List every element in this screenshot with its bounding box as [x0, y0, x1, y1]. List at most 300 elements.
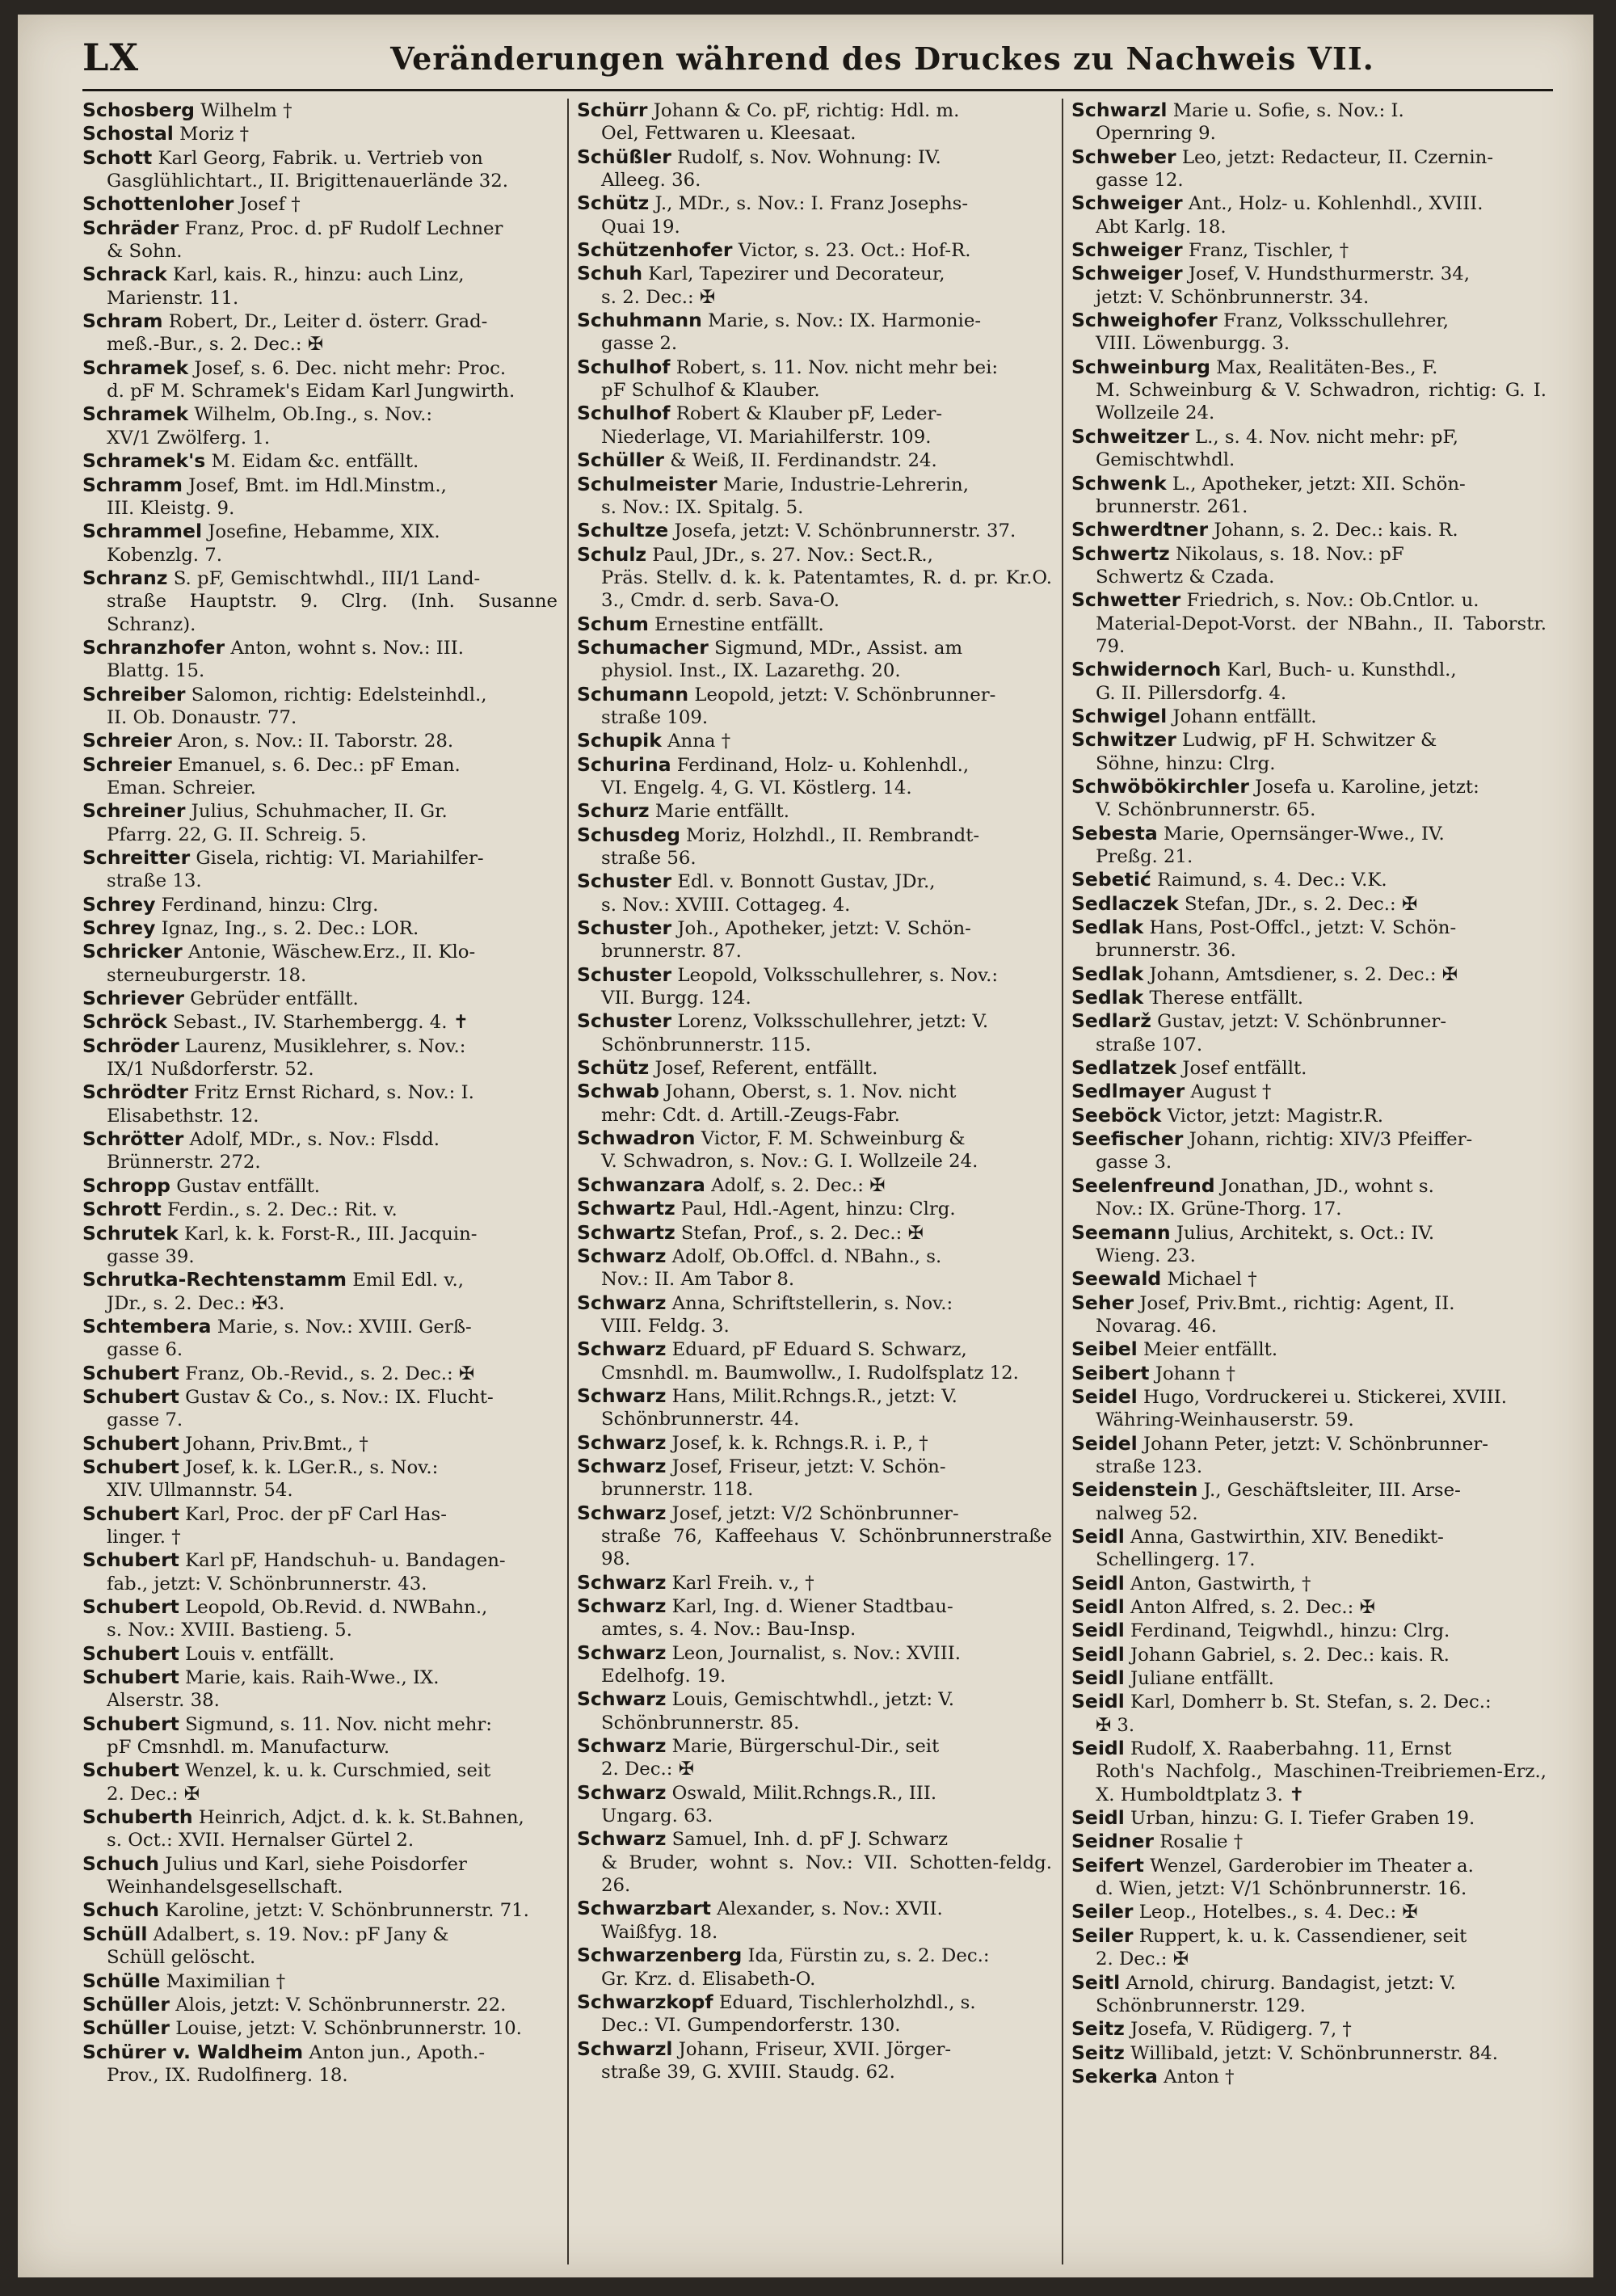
directory-entry	[82, 1595, 558, 1642]
entry-surname: Seidl	[1071, 1595, 1125, 1618]
entry-text: Ferdinand, Holz- u. Kohlenhdl.,	[671, 754, 970, 776]
directory-entry	[577, 262, 1052, 309]
directory-entry	[1071, 1854, 1547, 1901]
entry-surname: Sedlak	[1071, 986, 1144, 1009]
entry-continuation: Alleeg. 36.	[601, 170, 701, 192]
directory-entry	[82, 1666, 558, 1713]
entry-text: Robert, s. 11. Nov. nicht mehr bei:	[670, 356, 999, 378]
entry-continuation: s. Oct.: XVII. Hernalser Gürtel 2.	[107, 1830, 415, 1852]
entry-surname: Schwarz	[577, 1430, 667, 1454]
entry-surname: Sekerka	[1071, 2064, 1158, 2087]
directory-entry	[82, 474, 558, 520]
entry-text: Wenzel, k. u. k. Curschmied, seit	[179, 1760, 491, 1782]
entry-continuation: Schüll gelöscht.	[107, 1947, 256, 1969]
entry-text: Julius und Karl, siehe Poisdorfer	[158, 1853, 467, 1875]
entry-text: Salomon, richtig: Edelsteinhdl.,	[185, 684, 487, 706]
entry-surname: Schubert	[82, 1361, 179, 1384]
entry-surname: Schrammel	[82, 520, 202, 543]
entry-surname: Schröck	[82, 1010, 167, 1034]
entry-surname: Seibert	[1071, 1361, 1150, 1384]
entry-surname: Schuster	[577, 870, 672, 893]
entry-continuation: pF Schulhof & Klauber.	[601, 380, 820, 402]
entry-surname: Seifert	[1071, 1853, 1144, 1877]
entry-continuation: linger. †	[107, 1526, 181, 1548]
entry-text: Arnold, chirurg. Bandagist, jetzt: V.	[1120, 1972, 1456, 1994]
entry-text: Adalbert, s. 19. Nov.: pF Jany &	[147, 1923, 449, 1945]
directory-entry	[1071, 1267, 1547, 1291]
entry-surname: Schwarzl	[577, 2037, 673, 2060]
entry-continuation: Schellingerg. 17.	[1096, 1549, 1256, 1571]
directory-entry	[1071, 1737, 1547, 1806]
directory-entry	[82, 1456, 558, 1502]
entry-continuation: Schönbrunnerstr. 85.	[601, 1712, 800, 1734]
entry-text: Josef, Priv.Bmt., richtig: Agent, II.	[1134, 1292, 1455, 1314]
entry-surname: Seeböck	[1071, 1103, 1162, 1127]
entry-surname: Schwarzbart	[577, 1897, 711, 1920]
entry-continuation: Schönbrunnerstr. 44.	[601, 1409, 800, 1430]
entry-surname: Schrödter	[82, 1081, 188, 1104]
entry-text: Louis v. entfällt.	[179, 1643, 335, 1665]
entry-continuation: amtes, s. 4. Nov.: Bau-Insp.	[601, 1619, 856, 1641]
entry-text: Josef, Referent, entfällt.	[649, 1058, 878, 1080]
entry-text: S. pF, Gemischtwhdl., III/1 Land-	[167, 567, 481, 589]
entry-surname: Schulmeister	[577, 472, 718, 495]
entry-text: Robert & Klauber pF, Leder-	[670, 403, 943, 425]
entry-surname: Schwigel	[1071, 704, 1168, 727]
directory-entry	[82, 916, 558, 940]
entry-surname: Schwarz	[577, 1595, 667, 1617]
entry-surname: Schürr	[577, 99, 648, 121]
entry-surname: Sedlak	[1071, 962, 1144, 985]
entry-text: Ant., Holz- u. Kohlenhdl., XVIII.	[1182, 193, 1483, 215]
directory-entry	[82, 1010, 558, 1034]
entry-text: Franz, Tischler, †	[1182, 240, 1349, 262]
entry-surname: Schwarz	[577, 1244, 667, 1267]
entry-continuation: nalweg 52.	[1096, 1502, 1198, 1524]
entry-continuation: Novarag. 46.	[1096, 1315, 1217, 1337]
directory-entry	[577, 192, 1052, 238]
entry-text: Hans, Milit.Rchngs.R., jetzt: V.	[666, 1385, 957, 1407]
entry-text: Anna, Gastwirthin, XIV. Benedikt-	[1124, 1526, 1444, 1548]
entry-surname: Schuberth	[82, 1805, 193, 1829]
entry-surname: Schtembera	[82, 1314, 212, 1338]
directory-entry	[577, 1080, 1052, 1127]
entry-surname: Schricker	[82, 940, 183, 963]
column-3	[1071, 99, 1547, 2264]
entry-surname: Seiler	[1071, 1900, 1134, 1923]
entry-surname: Seidl	[1071, 1806, 1125, 1830]
entry-text: Leo, jetzt: Redacteur, II. Czernin-	[1176, 146, 1494, 168]
entry-text: Karl, Ing. d. Wiener Stadtbau-	[666, 1596, 953, 1617]
entry-continuation: Material-Depot-Vorst. der NBahn., II. Taborstr. 79.	[1096, 613, 1547, 657]
directory-entry	[1071, 868, 1547, 891]
entry-surname: Schuster	[577, 1009, 672, 1033]
entry-surname: Seidl	[1071, 1666, 1125, 1690]
entry-surname: Schwidernoch	[1071, 658, 1222, 681]
entry-surname: Schranzhofer	[82, 635, 225, 659]
entry-continuation: Schönbrunnerstr. 129.	[1096, 1995, 1306, 2016]
directory-entry	[82, 846, 558, 893]
directory-entry	[1071, 2017, 1547, 2041]
entry-continuation: III. Kleistg. 9.	[107, 497, 235, 519]
entry-text: Rudolf, s. Nov. Wohnung: IV.	[671, 146, 941, 168]
entry-surname: Schurz	[577, 799, 650, 823]
entry-text: Louis, Gemischtwhdl., jetzt: V.	[666, 1689, 954, 1711]
entry-text: Max, Realitäten-Bes., F.	[1210, 356, 1438, 378]
directory-entry	[82, 1222, 558, 1269]
directory-entry	[577, 1009, 1052, 1056]
entry-continuation: straße 13.	[107, 870, 202, 892]
entry-continuation: gasse 7.	[107, 1409, 183, 1431]
entry-text: Samuel, Inh. d. pF J. Schwarz	[666, 1829, 948, 1851]
directory-entry	[1071, 192, 1547, 238]
directory-entry	[82, 753, 558, 800]
entry-text: Wilhelm, Ob.Ing., s. Nov.:	[188, 404, 433, 426]
entry-continuation: IX/1 Nußdorferstr. 52.	[107, 1059, 314, 1081]
directory-entry	[577, 1897, 1052, 1944]
entry-text: & Weiß, II. Ferdinandstr. 24.	[663, 450, 937, 472]
entry-surname: Schurina	[577, 752, 671, 776]
entry-surname: Schüll	[82, 1922, 148, 1945]
directory-entry	[1071, 1056, 1547, 1080]
entry-text: Stefan, JDr., s. 2. Dec.: ✠	[1178, 893, 1418, 915]
entry-text: Marie, s. Nov.: XVIII. Gerß-	[211, 1316, 472, 1338]
entry-surname: Schwadron	[577, 1127, 696, 1150]
directory-entry	[577, 145, 1052, 192]
entry-surname: Schwarz	[577, 1291, 667, 1314]
entry-continuation: gasse 12.	[1096, 170, 1184, 192]
entry-surname: Schreiber	[82, 682, 186, 706]
entry-continuation: Alserstr. 38.	[107, 1690, 220, 1712]
entry-text: Leopold, Ob.Revid. d. NWBahn.,	[179, 1597, 488, 1618]
entry-surname: Schuch	[82, 1852, 159, 1875]
directory-entry	[82, 1315, 558, 1362]
entry-text: Ludwig, pF H. Schwitzer &	[1176, 730, 1437, 752]
entry-text: Ida, Fürstin zu, s. 2. Dec.:	[742, 1945, 990, 1967]
entry-text: Ignaz, Ing., s. 2. Dec.: LOR.	[155, 918, 419, 940]
directory-entry	[577, 870, 1052, 916]
directory-entry	[577, 309, 1052, 356]
entry-text: Johann, Priv.Bmt., †	[179, 1433, 368, 1455]
entry-surname: Schwarz	[577, 1501, 667, 1524]
entry-surname: Schweinburg	[1071, 355, 1210, 378]
directory-entry	[1071, 986, 1547, 1009]
entry-surname: Schulhof	[577, 402, 671, 425]
entry-text: Raimund, s. 4. Dec.: V.K.	[1151, 870, 1387, 891]
entry-surname: Seidl	[1071, 1619, 1125, 1642]
entry-surname: Schwarzl	[1071, 99, 1168, 121]
entry-text: Julius, Schuhmacher, II. Gr.	[185, 801, 448, 823]
entry-surname: Schützenhofer	[577, 238, 733, 262]
entry-text: Lorenz, Volksschullehrer, jetzt: V.	[671, 1011, 989, 1033]
entry-surname: Schuhmann	[577, 309, 702, 332]
entry-continuation: 2. Dec.: ✠	[601, 1759, 694, 1780]
entry-text: Karl, Buch- u. Kunsthdl.,	[1221, 659, 1457, 681]
entry-surname: Schwarz	[577, 1338, 667, 1361]
directory-entry	[82, 1642, 558, 1666]
page-title: Veränderungen während des Druckes zu Nachweis VII.	[390, 40, 1374, 77]
entry-text: Gisela, richtig: VI. Mariahilfer-	[190, 848, 484, 869]
entry-surname: Schwarz	[577, 1570, 667, 1594]
entry-text: Franz, Volksschullehrer,	[1217, 310, 1450, 332]
entry-continuation: Nov.: II. Am Tabor 8.	[601, 1269, 795, 1291]
entry-surname: Schubert	[82, 1431, 179, 1455]
entry-surname: Seemann	[1071, 1220, 1171, 1244]
entry-continuation: Roth's Nachfolg., Maschinen-Treibriemen-Erz., X. Humboldtplatz 3. ✝	[1096, 1761, 1547, 1805]
directory-entry	[1071, 238, 1547, 262]
entry-surname: Schweiger	[1071, 238, 1183, 262]
directory-entry	[82, 263, 558, 310]
entry-text: Gebrüder entfällt.	[184, 988, 359, 1010]
entry-surname: Schuster	[577, 916, 672, 940]
entry-text: Laurenz, Musiklehrer, s. Nov.:	[179, 1035, 466, 1057]
entry-text: Sigmund, MDr., Assist. am	[708, 637, 963, 659]
entry-surname: Schubert	[82, 1502, 179, 1525]
entry-surname: Seibel	[1071, 1338, 1138, 1361]
entry-continuation: JDr., s. 2. Dec.: ✠3.	[107, 1292, 285, 1314]
entry-surname: Schubert	[82, 1548, 179, 1572]
entry-surname: Schreitter	[82, 846, 191, 869]
entry-surname: Sedlatzek	[1071, 1056, 1177, 1080]
entry-surname: Schubert	[82, 1595, 179, 1618]
directory-entry	[1071, 728, 1547, 775]
directory-entry	[1071, 1478, 1547, 1525]
entry-text: Karoline, jetzt: V. Schönbrunnerstr. 71.	[158, 1900, 529, 1922]
entry-surname: Schubert	[82, 1712, 179, 1735]
entry-text: Johann, s. 2. Dec.: kais. R.	[1208, 520, 1458, 541]
directory-entry	[577, 1291, 1052, 1338]
directory-entry	[82, 1852, 558, 1899]
directory-entry	[577, 1781, 1052, 1828]
entry-continuation: brunnerstr. 87.	[601, 941, 742, 963]
entry-continuation: straße Hauptstr. 9. Clrg. (Inh. Susanne Schranz).	[107, 591, 558, 635]
directory-entry	[82, 1923, 558, 1970]
entry-surname: Schott	[82, 145, 153, 169]
directory-page	[18, 15, 1593, 2277]
entry-text: Stefan, Prof., s. 2. Dec.: ✠	[675, 1222, 924, 1244]
directory-entry	[1071, 1806, 1547, 1830]
entry-text: Emil Edl. v.,	[347, 1270, 465, 1291]
directory-entry	[577, 1641, 1052, 1688]
directory-entry	[577, 473, 1052, 520]
directory-entry	[577, 1455, 1052, 1502]
directory-entry	[82, 636, 558, 683]
directory-entry	[577, 519, 1052, 542]
entry-surname: Schottenloher	[82, 192, 234, 216]
entry-surname: Seefischer	[1071, 1127, 1184, 1151]
directory-entry	[577, 799, 1052, 823]
entry-text: Josefa, V. Rüdigerg. 7, †	[1124, 2019, 1352, 2041]
directory-entry	[1071, 1221, 1547, 1268]
entry-continuation: & Sohn.	[107, 241, 183, 263]
entry-text: Josef, V. Hundsthurmerstr. 34,	[1182, 263, 1470, 285]
directory-entry	[577, 1127, 1052, 1173]
directory-entry	[577, 2037, 1052, 2084]
entry-surname: Schubert	[82, 1759, 179, 1782]
entry-text: Karl, kais. R., hinzu: auch Linz,	[166, 264, 465, 286]
entry-text: Johann, richtig: XIV/3 Pfeiffer-	[1183, 1129, 1473, 1151]
entry-surname: Schülle	[82, 1969, 161, 1992]
entry-continuation: gasse 39.	[107, 1245, 195, 1267]
directory-entry	[577, 1221, 1052, 1245]
directory-entry	[82, 1198, 558, 1221]
entry-surname: Schwanzara	[577, 1173, 705, 1196]
entry-surname: Schütz	[577, 1056, 650, 1080]
entry-surname: Schramek	[82, 402, 189, 426]
entry-continuation: gasse 3.	[1096, 1152, 1172, 1173]
entry-surname: Schubert	[82, 1666, 179, 1689]
entry-continuation: straße 109.	[601, 706, 709, 728]
entry-surname: Schropp	[82, 1173, 170, 1197]
directory-entry	[1071, 775, 1547, 822]
directory-entry	[1071, 1385, 1547, 1432]
entry-text: Anna, Schriftstellerin, s. Nov.:	[666, 1292, 953, 1314]
entry-surname: Seitl	[1071, 1970, 1121, 1994]
entry-text: Karl Freih. v., †	[666, 1572, 814, 1594]
entry-surname: Schwerdtner	[1071, 518, 1209, 541]
entry-surname: Sedlarž	[1071, 1009, 1151, 1033]
entry-surname: Schüller	[82, 2016, 170, 2040]
entry-surname: Schreier	[82, 729, 172, 752]
directory-entry	[1071, 1830, 1547, 1853]
entry-continuation: VIII. Löwenburgg. 3.	[1096, 333, 1290, 355]
entry-continuation: Abt Karlg. 18.	[1096, 216, 1227, 238]
entry-text: Karl, k. k. Forst-R., III. Jacquin-	[178, 1223, 478, 1245]
entry-text: Oswald, Milit.Rchngs.R., III.	[666, 1782, 937, 1804]
directory-entry	[1071, 1924, 1547, 1971]
entry-text: Karl, Tapezirer und Decorateur,	[642, 263, 945, 285]
entry-continuation: gasse 6.	[107, 1339, 183, 1361]
entry-text: Marie u. Sofie, s. Nov.: I.	[1167, 100, 1404, 121]
entry-surname: Schwartz	[577, 1197, 675, 1220]
directory-entry	[82, 217, 558, 263]
entry-text: Anton Alfred, s. 2. Dec.: ✠	[1124, 1597, 1375, 1618]
directory-entry	[82, 799, 558, 846]
entry-text: Marie, Industrie-Lehrerin,	[717, 474, 969, 495]
entry-continuation: 2. Dec.: ✠	[1096, 1948, 1189, 1970]
entry-text: Josef entfällt.	[1176, 1058, 1307, 1080]
entry-continuation: G. II. Pillersdorfg. 4.	[1096, 682, 1287, 704]
directory-entry	[82, 567, 558, 636]
entry-text: Paul, Hdl.-Agent, hinzu: Clrg.	[675, 1199, 956, 1220]
entry-surname: Schum	[577, 612, 649, 635]
entry-text: Urban, hinzu: G. I. Tiefer Graben 19.	[1124, 1808, 1475, 1830]
entry-text: Alois, jetzt: V. Schönbrunnerstr. 22.	[169, 1994, 507, 2016]
entry-text: August †	[1185, 1081, 1272, 1103]
entry-surname: Seiler	[1071, 1923, 1134, 1947]
entry-surname: Schwarz	[577, 1780, 667, 1804]
column-divider	[1062, 99, 1063, 2264]
directory-entry	[82, 987, 558, 1010]
directory-entry	[82, 2041, 558, 2087]
directory-entry	[1071, 99, 1547, 145]
entry-continuation: VIII. Feldg. 3.	[601, 1315, 730, 1337]
entry-surname: Seidl	[1071, 1690, 1125, 1713]
page-number: LX	[82, 36, 140, 79]
directory-entry	[1071, 518, 1547, 541]
directory-entry	[577, 753, 1052, 800]
entry-surname: Schrutka-Rechtenstamm	[82, 1268, 347, 1291]
entry-text: Josef, Bmt. im Hdl.Minstm.,	[183, 474, 447, 496]
entry-continuation: d. pF M. Schramek's Eidam Karl Jungwirth.	[107, 381, 516, 402]
entry-surname: Schuch	[82, 1898, 159, 1922]
directory-entry	[577, 356, 1052, 402]
entry-continuation: Preßg. 21.	[1096, 846, 1193, 867]
directory-entry	[577, 1734, 1052, 1781]
entry-text: Alexander, s. Nov.: XVII.	[710, 1898, 943, 1920]
entry-text: Jonathan, JD., wohnt s.	[1214, 1175, 1434, 1197]
entry-surname: Schürer v. Waldheim	[82, 2040, 304, 2063]
directory-entry	[577, 1338, 1052, 1384]
directory-entry	[577, 613, 1052, 636]
entry-continuation: Blattg. 15.	[107, 660, 205, 682]
entry-continuation: VI. Engelg. 4, G. VI. Köstlerg. 14.	[601, 777, 912, 798]
entry-text: J., MDr., s. Nov.: I. Franz Josephs-	[649, 193, 969, 215]
entry-text: Hans, Post-Offcl., jetzt: V. Schön-	[1143, 917, 1457, 939]
entry-surname: Schupik	[577, 729, 662, 752]
directory-entry	[82, 1081, 558, 1127]
entry-surname: Schräder	[82, 216, 179, 239]
entry-surname: Seidel	[1071, 1431, 1138, 1455]
directory-entry	[82, 1174, 558, 1198]
entry-text: Rosalie †	[1154, 1831, 1244, 1853]
entry-continuation: jetzt: V. Schönbrunnerstr. 34.	[1096, 286, 1370, 308]
directory-entry	[577, 963, 1052, 1010]
directory-entry	[1071, 1432, 1547, 1479]
directory-entry	[82, 1970, 558, 1993]
entry-text: Franz, Ob.-Revid., s. 2. Dec.: ✠	[179, 1363, 475, 1384]
directory-entry	[577, 636, 1052, 683]
entry-surname: Schreier	[82, 752, 172, 776]
directory-entry	[82, 1713, 558, 1759]
directory-entry	[1071, 1572, 1547, 1595]
entry-surname: Schwab	[577, 1080, 659, 1103]
entry-surname: Schüßler	[577, 145, 671, 168]
directory-entry	[577, 1687, 1052, 1734]
entry-surname: Schütz	[577, 192, 650, 215]
entry-continuation: VII. Burgg. 124.	[601, 988, 751, 1009]
directory-entry	[1071, 1338, 1547, 1361]
entry-continuation: Gemischtwhdl.	[1096, 449, 1235, 471]
entry-surname: Schrey	[82, 916, 156, 940]
entry-text: Maximilian †	[160, 1970, 286, 1992]
column-divider	[567, 99, 569, 2264]
entry-text: J., Geschäftsleiter, III. Arse-	[1197, 1480, 1461, 1502]
entry-text: Anton, Gastwirth, †	[1124, 1573, 1311, 1595]
directory-entry	[82, 1127, 558, 1174]
entry-continuation: d. Wien, jetzt: V/1 Schönbrunnerstr. 16.	[1096, 1878, 1467, 1900]
entry-surname: Sebesta	[1071, 821, 1158, 845]
directory-entry	[82, 1805, 558, 1852]
directory-entry	[82, 1759, 558, 1805]
entry-continuation: Schönbrunnerstr. 115.	[601, 1034, 811, 1055]
directory-entry	[82, 520, 558, 567]
entry-text: Franz, Proc. d. pF Rudolf Lechner	[179, 217, 503, 239]
entry-text: Josef, Friseur, jetzt: V. Schön-	[666, 1456, 946, 1477]
entry-continuation: 2. Dec.: ✠	[107, 1783, 200, 1805]
directory-entry	[577, 238, 1052, 262]
entry-text: Therese entfällt.	[1143, 988, 1304, 1009]
entry-text: Nikolaus, s. 18. Nov.: pF	[1169, 543, 1404, 565]
entry-surname: Schwarz	[577, 1827, 667, 1851]
directory-entry	[1071, 542, 1547, 589]
entry-text: Adolf, Ob.Offcl. d. NBahn., s.	[666, 1245, 942, 1267]
directory-entry	[1071, 1174, 1547, 1221]
entry-text: Ferdinand, hinzu: Clrg.	[155, 894, 379, 916]
entry-text: Julius, Architekt, s. Oct.: IV.	[1170, 1222, 1435, 1244]
directory-entry	[82, 940, 558, 987]
directory-entry	[82, 1993, 558, 2016]
